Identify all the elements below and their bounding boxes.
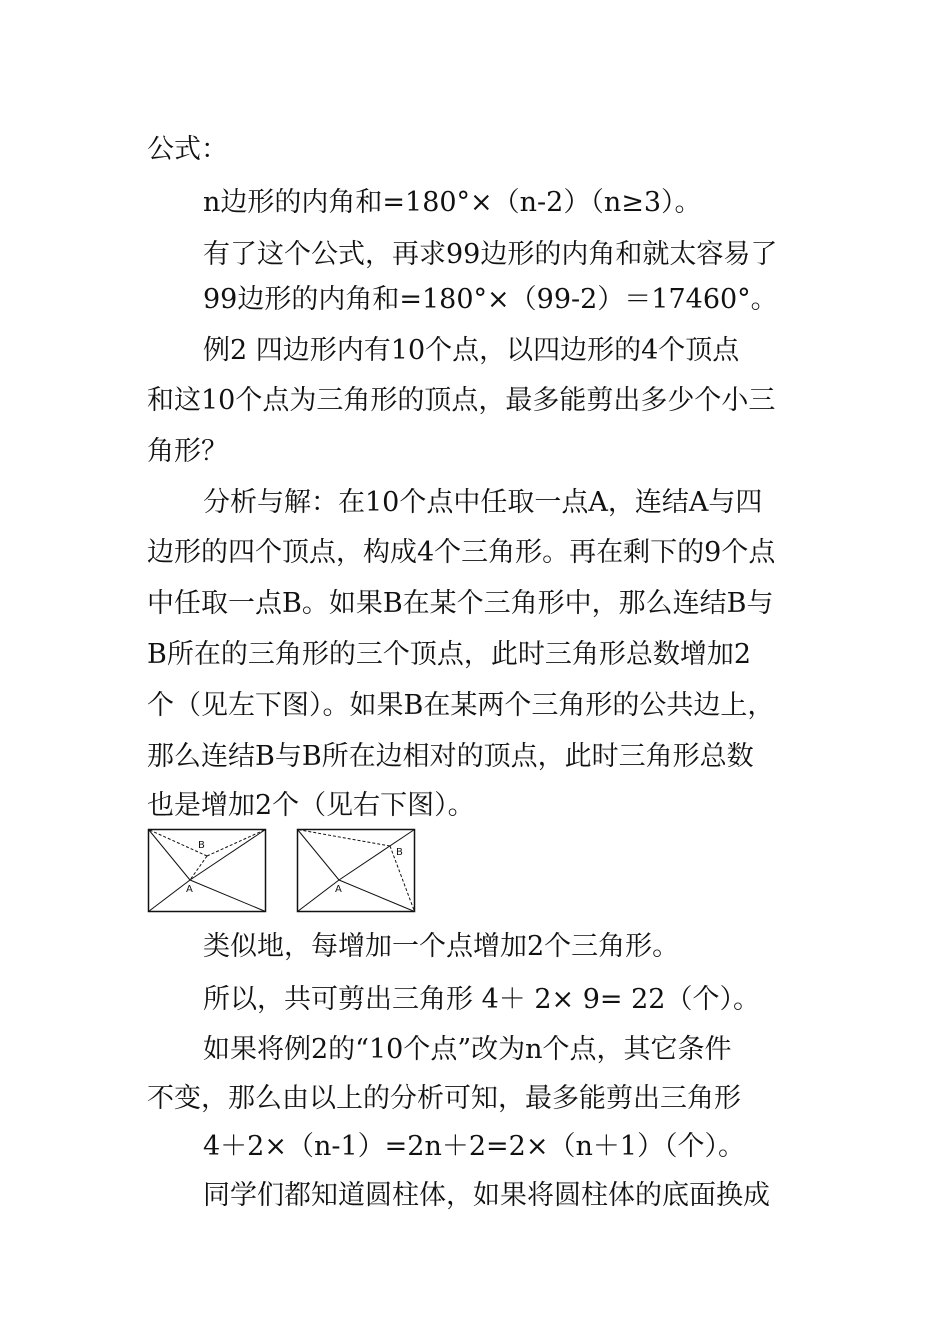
figure-left-diagram (147, 828, 269, 914)
point-b-label: B (198, 840, 205, 851)
figure-right-diagram (296, 828, 418, 914)
text-line: 边形的四个顶点，构成4个三角形。再在剩下的9个点 (147, 537, 776, 568)
text-line: 4＋2×（n-1）=2n＋2=2×（n＋1）（个）。 (203, 1131, 746, 1162)
text-line: 如果将例2的“10个点”改为n个点，其它条件 (203, 1034, 732, 1065)
point-a-label: A (186, 884, 193, 895)
text-line: 类似地，每增加一个点增加2个三角形。 (203, 931, 680, 962)
text-line: 中任取一点B。如果B在某个三角形中，那么连结B与 (147, 588, 774, 619)
text-line: 例2 四边形内有10个点，以四边形的4个顶点 (203, 335, 740, 366)
text-line: 和这10个点为三角形的顶点，最多能剪出多少个小三 (147, 385, 776, 416)
point-b-label: B (396, 847, 403, 858)
text-line: 分析与解：在10个点中任取一点A，连结A与四 (203, 487, 763, 518)
text-line: 99边形的内角和=180°×（99-2）＝17460°。 (203, 284, 778, 315)
text-line: 所以，共可剪出三角形 4＋ 2× 9= 22（个）。 (203, 984, 760, 1015)
text-line: 角形？ (147, 436, 228, 467)
text-line: 公式： (147, 134, 228, 165)
text-line: 也是增加2个（见右下图）。 (147, 790, 475, 821)
text-line: 个（见左下图）。如果B在某两个三角形的公共边上， (147, 690, 775, 721)
text-line: 不变，那么由以上的分析可知，最多能剪出三角形 (147, 1083, 741, 1114)
text-line: 有了这个公式，再求99边形的内角和就太容易了 (203, 239, 778, 270)
text-line: 同学们都知道圆柱体，如果将圆柱体的底面换成 (203, 1180, 770, 1211)
point-a-label: A (335, 884, 342, 895)
text-line: B所在的三角形的三个顶点，此时三角形总数增加2 (147, 639, 752, 670)
text-line: 那么连结B与B所在边相对的顶点，此时三角形总数 (147, 741, 754, 772)
text-line: n边形的内角和=180°×（n-2）（n≥3）。 (203, 187, 702, 218)
